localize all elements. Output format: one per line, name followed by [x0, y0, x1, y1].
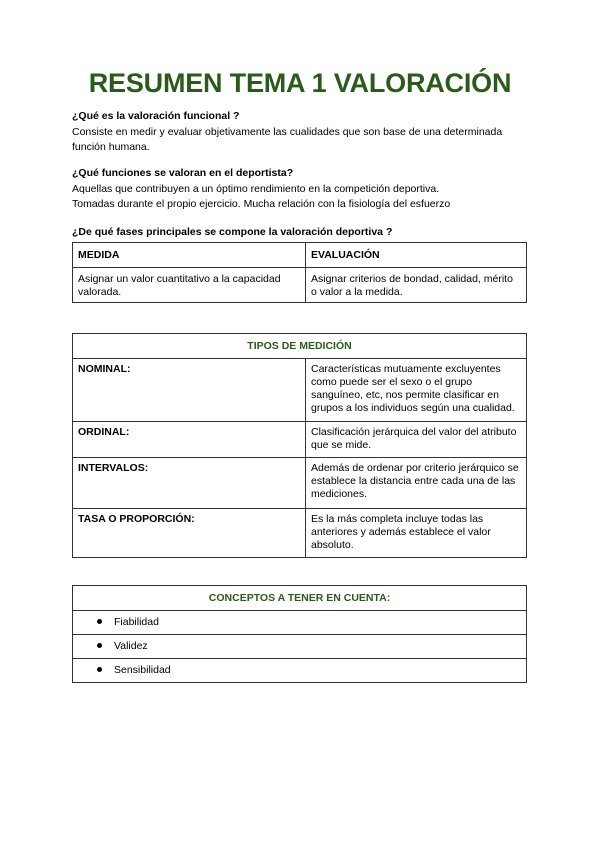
- table-row: [73, 359, 527, 422]
- measurement-description: Es la más completa incluye todas las anteriores y además establece el valor absoluto.: [306, 509, 527, 558]
- list-item: [73, 659, 527, 683]
- measurement-description: Características mutuamente excluyentes como puede ser el sexo o el grupo sanguíneo, etc, nos permite clasificar en grupos a los individuos según una cualidad.: [306, 359, 527, 422]
- concept-label: Sensibilidad: [114, 664, 171, 676]
- list-item: [73, 635, 527, 659]
- concepts-table: [72, 585, 527, 683]
- table-row: [73, 458, 527, 509]
- measurement-type: INTERVALOS:: [73, 458, 306, 509]
- answer-text: Tomadas durante el propio ejercicio. Mucha relación con la fisiología del esfuerzo: [72, 198, 451, 210]
- bullet-icon: [97, 667, 102, 672]
- concepts-title: CONCEPTOS A TENER EN CUENTA:: [73, 586, 527, 611]
- concept-cell: [73, 611, 527, 635]
- cell-medida: Asignar un valor cuantitativo a la capacidad valorada.: [73, 268, 306, 303]
- table-title-row: [73, 586, 527, 611]
- question-heading: ¿De qué fases principales se compone la valoración deportiva ?: [72, 226, 393, 238]
- table-title-row: [73, 334, 527, 359]
- answer-text: Aquellas que contribuyen a un óptimo rendimiento en la competición deportiva.: [72, 182, 440, 195]
- table-row: [73, 422, 527, 458]
- header-evaluacion: EVALUACIÓN: [306, 243, 527, 268]
- bullet-icon: [97, 619, 102, 624]
- section-valoracion-funcional: [72, 109, 532, 156]
- measurement-type: TASA O PROPORCIÓN:: [73, 509, 306, 558]
- answer-text: función humana.: [72, 141, 150, 153]
- list-item: [73, 611, 527, 635]
- concept-cell: [73, 659, 527, 683]
- question-heading: ¿Qué es la valoración funcional ?: [72, 110, 240, 122]
- section-fases: [72, 225, 532, 241]
- phases-table: [72, 242, 527, 303]
- measurement-types-table: [72, 333, 527, 558]
- concept-label: Validez: [114, 640, 148, 652]
- concept-cell: [73, 635, 527, 659]
- answer-text: Consiste en medir y evaluar objetivamente las cualidades que son base de una determinada: [72, 125, 503, 138]
- measurement-description: Clasificación jerárquica del valor del atributo que se mide.: [306, 422, 527, 458]
- measurement-types-title: TIPOS DE MEDICIÓN: [73, 334, 527, 359]
- section-funciones-deportista: [72, 166, 532, 213]
- question-heading: ¿Qué funciones se valoran en el deportista?: [72, 167, 294, 179]
- measurement-type: ORDINAL:: [73, 422, 306, 458]
- table-row: [73, 268, 527, 303]
- header-medida: MEDIDA: [73, 243, 306, 268]
- table-row: [73, 509, 527, 558]
- bullet-icon: [97, 643, 102, 648]
- measurement-type: NOMINAL:: [73, 359, 306, 422]
- page-title: RESUMEN TEMA 1 VALORACIÓN: [88, 68, 512, 98]
- table-header-row: [73, 243, 527, 268]
- cell-evaluacion: Asignar criterios de bondad, calidad, mérito o valor a la medida.: [306, 268, 527, 303]
- measurement-description: Además de ordenar por criterio jerárquico se establece la distancia entre cada una de las mediciones.: [306, 458, 527, 509]
- concept-label: Fiabilidad: [114, 616, 159, 628]
